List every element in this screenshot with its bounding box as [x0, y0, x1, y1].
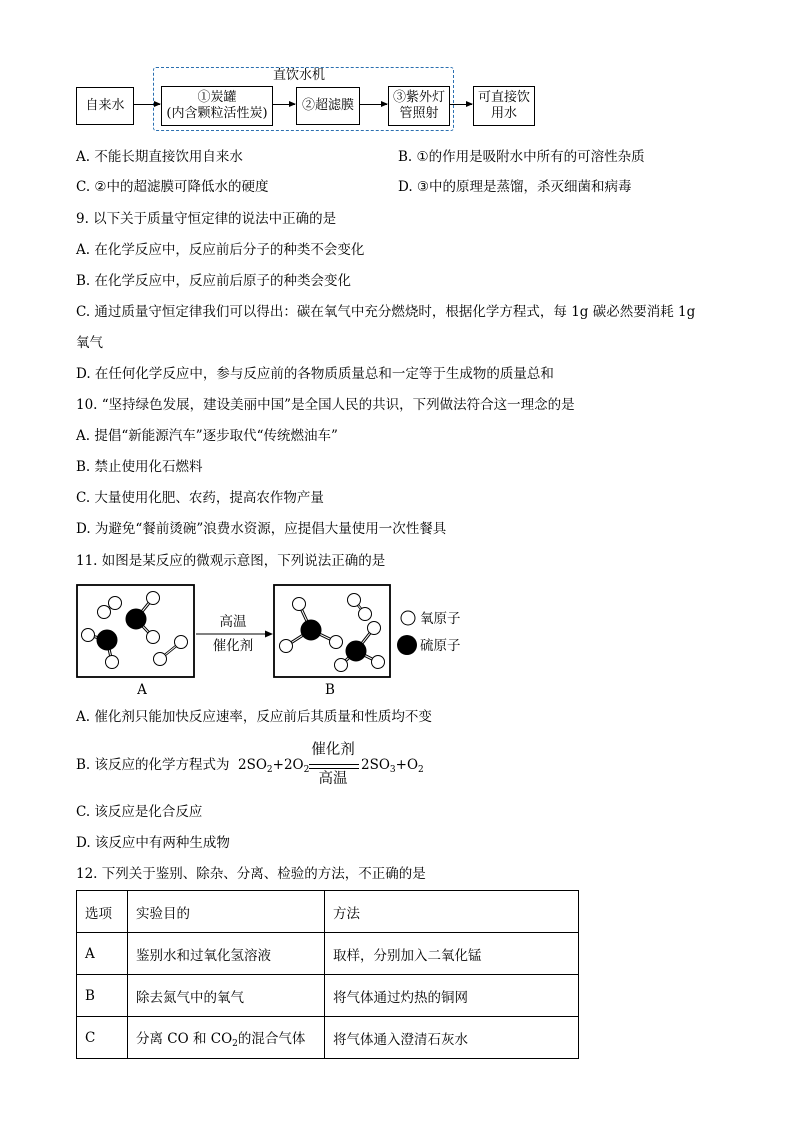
eq-sub-4: 2: [418, 765, 424, 775]
reaction-diagram: [76, 582, 476, 700]
purpose-c-text: 分离 CO 和 CO: [136, 1030, 233, 1047]
table-header-method: 方法: [325, 891, 579, 933]
q8-option-d: D. ③中的原理是蒸馏，杀灭细菌和病毒: [398, 179, 632, 195]
condition-top: 高温: [219, 614, 247, 630]
q12-stem: 12. 下列关于鉴别、除杂、分离、检验的方法，不正确的是: [76, 866, 426, 882]
table-row: [77, 1017, 579, 1059]
box-b-label: B: [325, 682, 335, 698]
q10-stem: 10. “坚持绿色发展，建设美丽中国”是全国人民的共识，下列做法符合这一理念的是: [76, 397, 575, 413]
table-cell: B: [77, 975, 128, 1017]
eq-sub-3: 3: [389, 765, 396, 775]
eq-left-part1: 2SO: [238, 757, 267, 773]
table-cell: C: [77, 1017, 128, 1059]
purpose-c-sub: 2: [232, 1038, 238, 1049]
table-header-purpose: 实验目的: [128, 891, 325, 933]
reaction-arrowhead: [265, 631, 273, 638]
tap-water-box: [76, 87, 134, 125]
q9-option-b: B. 在化学反应中，反应前后原子的种类会变化: [76, 273, 352, 289]
q11-option-a: A. 催化剂只能加快反应速率，反应前后其质量和性质均不变: [76, 709, 432, 725]
drinkable-line2: 用水: [490, 106, 517, 121]
arrow-2: [272, 104, 295, 105]
carbon-tank-line1: ①炭罐: [197, 90, 237, 105]
box-a: [77, 585, 194, 677]
q9-option-c-line1: C. 通过质量守恒定律我们可以得出：碳在氧气中充分燃烧时，根据化学方程式，每 1g 碳必然要消耗 1g: [76, 304, 696, 320]
arrow-4: [449, 104, 472, 105]
ultrafilter-label: ②超滤膜: [301, 98, 354, 113]
q11-option-c: C. 该反应是化合反应: [76, 804, 203, 820]
q8-option-b: B. ①的作用是吸附水中所有的可溶性杂质: [398, 149, 645, 165]
q10-option-b: B. 禁止使用化石燃料: [76, 459, 203, 475]
water-machine-label: 直饮水机: [273, 68, 326, 83]
legend-sulfur-icon: [397, 635, 417, 655]
equation-condition-top: 催化剂: [311, 742, 355, 758]
q11-option-d: D. 该反应中有两种生成物: [76, 835, 230, 851]
table-cell: A: [77, 933, 128, 975]
q9-option-c-line2: 氧气: [76, 335, 103, 351]
arrow-1: [133, 104, 160, 105]
q9-stem: 9. 以下关于质量守恒定律的说法中正确的是: [76, 211, 337, 227]
table-row: [77, 933, 579, 975]
equation-left: [238, 756, 309, 779]
eq-sub-1: 2: [266, 765, 273, 775]
table-cell: 将气体通入澄清石灰水: [325, 1017, 579, 1059]
q8-option-c: C. ②中的超滤膜可降低水的硬度: [76, 179, 269, 195]
uv-lamp-box: [388, 86, 450, 126]
equation-right: [361, 756, 424, 779]
q10-option-d: D. 为避免“餐前烫碗”浪费水资源，应提倡大量使用一次性餐具: [76, 521, 447, 537]
legend-oxygen-icon: [401, 611, 415, 625]
table-cell-purpose-c: [128, 1017, 325, 1059]
box-a-label: A: [137, 682, 147, 698]
drinkable-line1: 可直接饮: [477, 90, 530, 105]
q9-option-d: D. 在任何化学反应中，参与反应前的各物质质量总和一定等于生成物的质量总和: [76, 366, 554, 382]
carbon-tank-line2: (内含颗粒活性炭): [166, 106, 268, 121]
q10-option-a: A. 提倡“新能源汽车”逐步取代“传统燃油车”: [76, 428, 338, 444]
q9-option-a: A. 在化学反应中，反应前后分子的种类不会变化: [76, 242, 365, 258]
table-cell: 除去氮气中的氧气: [128, 975, 325, 1017]
uv-lamp-line1: ③紫外灯: [392, 90, 445, 105]
legend-sulfur-label: 硫原子: [420, 638, 461, 654]
q10-option-c: C. 大量使用化肥、农药，提高农作物产量: [76, 490, 324, 506]
q8-option-a: A. 不能长期直接饮用自来水: [76, 149, 243, 165]
arrow-3: [359, 104, 387, 105]
ultrafilter-box: [296, 87, 360, 125]
q11-option-b-prefix: B. 该反应的化学方程式为: [76, 757, 230, 773]
carbon-tank-box: [161, 86, 273, 126]
condition-bottom: 催化剂: [212, 638, 254, 654]
uv-lamp-line2: 管照射: [399, 106, 439, 121]
q12-table: [76, 890, 579, 1059]
legend-oxygen-label: 氧原子: [420, 611, 461, 627]
table-cell: 鉴别水和过氧化氢溶液: [128, 933, 325, 975]
equation-condition-bottom: 高温: [318, 771, 348, 787]
table-header-row: [77, 891, 579, 933]
eq-left-part2: +2O: [272, 757, 304, 773]
purpose-c-tail: 的混合气体: [237, 1030, 306, 1047]
table-cell: 将气体通过灼热的铜网: [325, 975, 579, 1017]
eq-sub-2: 2: [303, 765, 310, 775]
eq-right-part2: +O: [395, 757, 419, 773]
drinkable-water-box: [473, 86, 535, 126]
table-cell: 取样，分别加入二氧化锰: [325, 933, 579, 975]
eq-right-part1: 2SO: [361, 757, 390, 773]
q11-stem: 11. 如图是某反应的微观示意图，下列说法正确的是: [76, 553, 386, 569]
table-row: [77, 975, 579, 1017]
tap-water-label: 自来水: [85, 98, 125, 113]
table-header-option: 选项: [77, 891, 128, 933]
